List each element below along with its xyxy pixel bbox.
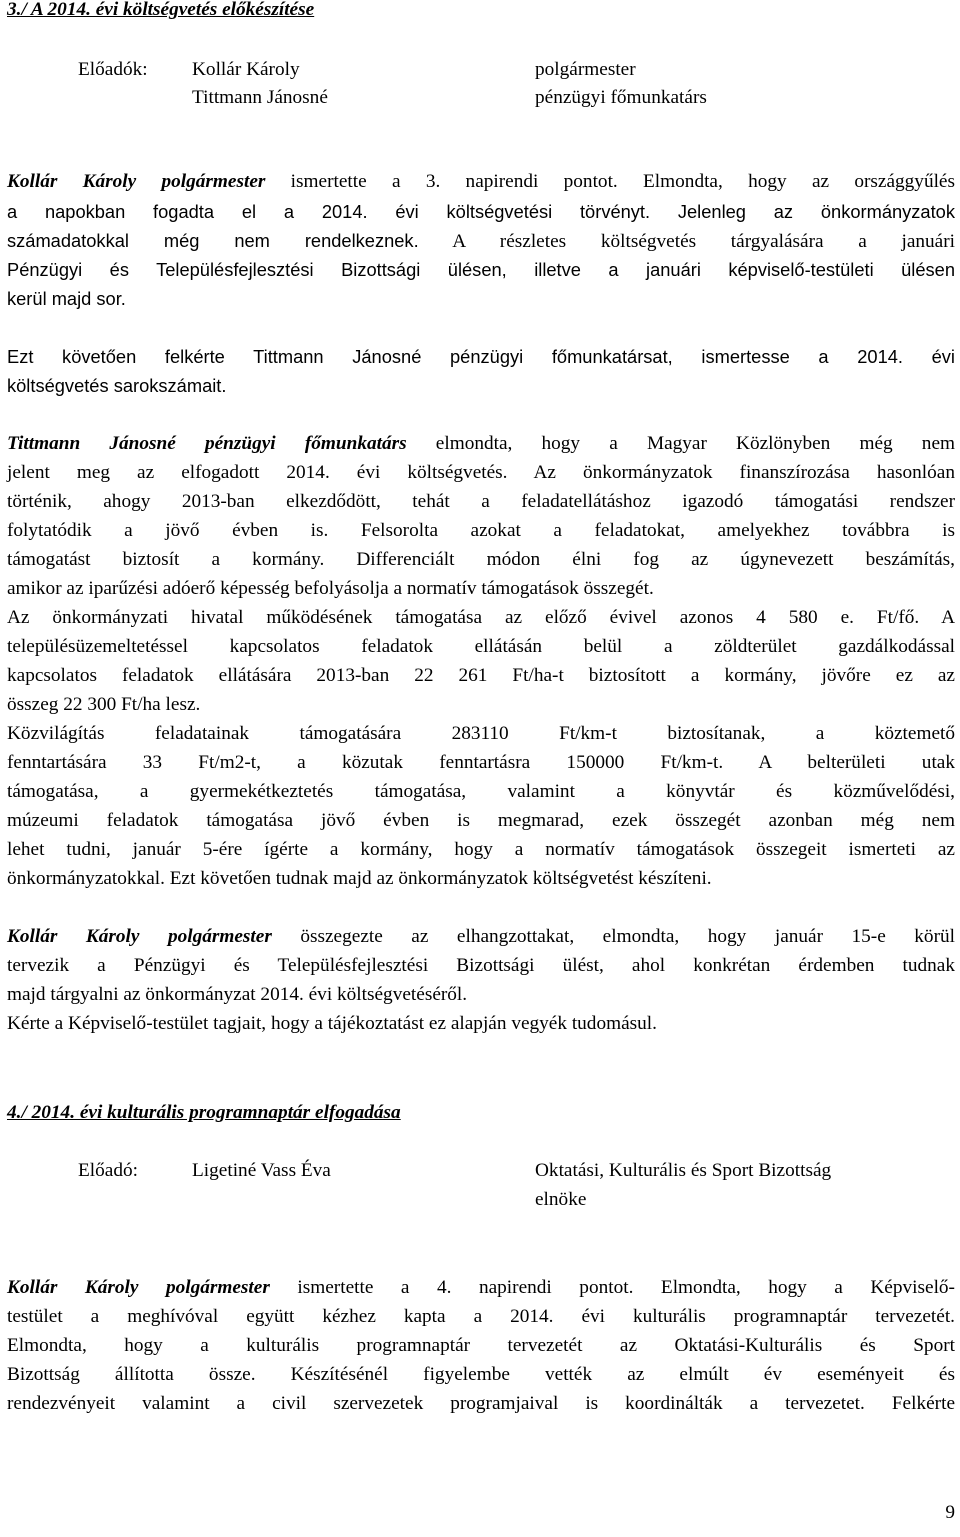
presenter-1-role: polgármester [535,59,636,80]
presenter-label: Előadó: [78,1160,138,1181]
s3-p2-line: Ezt követően felkérte Tittmann Jánosné pénzügyi főmunkatársat, ismertesse a 2014. évi [7,346,955,367]
s4-p1-line: testület a meghívóval együtt kézhez kapta a 2014. évi kulturális programnaptár tervezetét. [7,1306,955,1327]
section-4-title: 4./ 2014. évi kulturális programnaptár elfogadása [7,1102,401,1123]
s3-p1-line: Kollár Károly polgármester ismertette a 3. napirendi pontot. Elmondta, hogy az országgyűlés [7,171,955,192]
s3-p3-line: Az önkormányzati hivatal működésének támogatása az előző évivel azonos 4 580 e. Ft/fő. A [7,607,955,628]
presenters-label: Előadók: [78,59,148,80]
s3-p4-line: tervezik a Pénzügyi és Településfejlesztési Bizottsági ülést, ahol konkrétan érdemben tudnak [7,955,955,976]
s3-p3-line: önkormányzatokkal. Ezt követően tudnak majd az önkormányzatok költségvetést készíteni. [7,868,712,889]
s3-p3-line: településüzemeltetéssel kapcsolatos feladatok ellátásán belül a zöldterület gazdálkodással [7,636,955,657]
s3-p1-line: Pénzügyi és Településfejlesztési Bizottsági ülésen, illetve a januári képviselő-testületi ülésen [7,259,955,280]
s3-p3-line: folytatódik a jövő évben is. Felsorolta azokat a feladatokat, amelyekhez továbbra is [7,520,955,541]
s3-p3-line: Közvilágítás feladatainak támogatására 283110 Ft/km-t biztosítanak, a köztemető [7,723,955,744]
s3-p4-line: majd tárgyalni az önkormányzat 2014. évi költségvetéséről. [7,984,468,1005]
s3-p3-line: fenntartására 33 Ft/m2-t, a közutak fenntartásra 150000 Ft/km-t. A belterületi utak [7,752,955,773]
speaker-name: Kollár Károly polgármester [7,926,272,947]
s3-p3-line: amikor az iparűzési adóerő képesség befolyásolja a normatív támogatások összegét. [7,578,654,599]
s3-p3-line: múzeumi feladatok támogatása jövő évben is megmarad, ezek összegét azonban még nem [7,810,955,831]
speaker-name: Kollár Károly polgármester [7,171,266,192]
s3-p1-line: számadatokkal még nem rendelkeznek. A részletes költségvetés tárgyalására a januári [7,230,955,252]
speaker-name: Kollár Károly polgármester [7,1277,270,1298]
s3-p1-line: a napokban fogadta el a 2014. évi költségvetési törvényt. Jelenleg az önkormányzatok [7,201,955,222]
s4-p1-line: Bizottság állította össze. Készítésénél figyelembe vették az elmúlt év eseményeit és [7,1364,955,1385]
s4-p1-line: rendezvényeit valamint a civil szervezetek programjaival is koordinálták a tervezetet. Felkérte [7,1393,955,1414]
page-number: 9 [945,1502,955,1523]
s3-p3-line: történik, ahogy 2013-ban elkezdődött, tehát a feladatellátáshoz igazodó támogatási rendszer [7,491,955,512]
presenter-2-role: pénzügyi főmunkatárs [535,87,707,108]
speaker-name: Tittmann Jánosné pénzügyi főmunkatárs [7,433,407,454]
s3-p3-line: Tittmann Jánosné pénzügyi főmunkatárs elmondta, hogy a Magyar Közlönyben még nem [7,433,956,454]
s3-p3-line: lehet tudni, január 5-ére ígérte a kormány, hogy a normatív támogatások összegeit ismerteti az [7,839,955,860]
s3-p3-line: támogatást biztosít a kormány. Differenciált módon élni fog az úgynevezett beszámítás, [7,549,955,570]
presenter-role: elnöke [535,1189,587,1210]
section-3-title: 3./ A 2014. évi költségvetés előkészítése [7,0,315,20]
s4-p1-line: Elmondta, hogy a kulturális programnaptár tervezetét az Oktatási-Kulturális és Sport [7,1335,955,1356]
s3-p3-line: kapcsolatos feladatok ellátására 2013-ban 22 261 Ft/ha-t biztosított a kormány, jövőre ez az [7,665,955,686]
presenter-name: Ligetiné Vass Éva [192,1160,331,1181]
s4-p1-line: Kollár Károly polgármester ismertette a 4. napirendi pontot. Elmondta, hogy a Képviselő- [7,1277,955,1298]
s3-p3-line: jelent meg az elfogadott 2014. évi költségvetés. Az önkormányzatok finanszírozása hasonlóan [7,462,955,483]
s3-p3-line: összeg 22 300 Ft/ha lesz. [7,694,201,715]
s3-p4-line: Kollár Károly polgármester összegezte az elhangzottakat, elmondta, hogy január 15-e körül [7,926,955,947]
s3-p1-line: kerül majd sor. [7,288,126,309]
s3-p3-line: támogatása, a gyermekétkeztetés támogatása, valamint a könyvtár és közművelődési, [7,781,955,802]
presenter-2-name: Tittmann Jánosné [192,87,328,108]
presenter-role: Oktatási, Kulturális és Sport Bizottság [535,1160,832,1181]
s3-p2-line: költségvetés sarokszámait. [7,375,227,396]
presenter-1-name: Kollár Károly [192,59,300,80]
s3-p4-line: Kérte a Képviselő-testület tagjait, hogy a tájékoztatást ez alapján vegyék tudomásul. [7,1013,657,1034]
